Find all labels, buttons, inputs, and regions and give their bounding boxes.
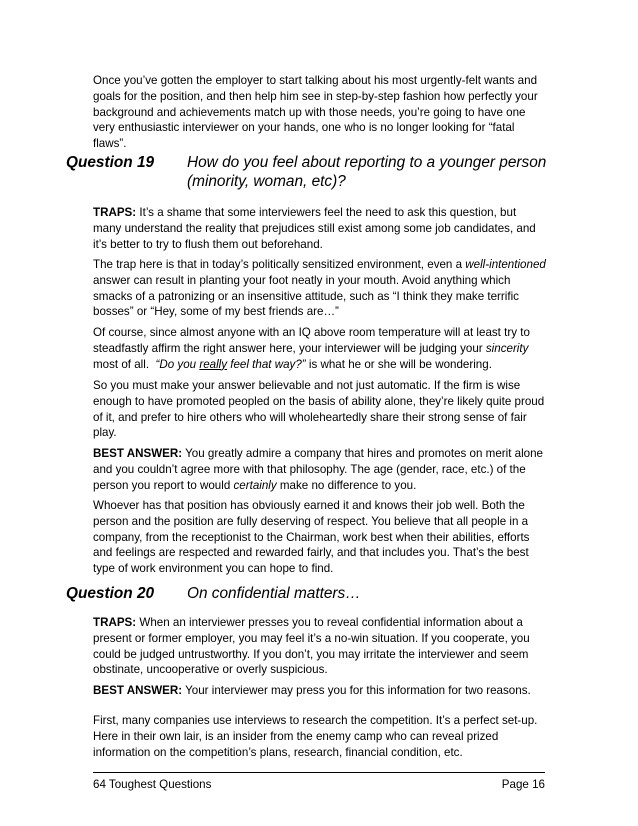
text-run: feel that way?” — [227, 357, 306, 371]
q20-first-paragraph — [93, 713, 545, 760]
q19-best-answer-paragraph — [93, 446, 545, 493]
text-run: is what he or she will be wondering. — [305, 357, 492, 371]
question-line: (minority, woman, etc)? — [187, 173, 346, 190]
text-line: answer can result in planting your foot neatly in your mouth. Avoid anything which — [93, 273, 511, 287]
text-line: company, from the receptionist to the Chairman, work best when their abilities, efforts — [93, 530, 530, 544]
text-line: Once you’ve gotten the employer to start talking about his most urgently-felt wants and — [93, 74, 538, 87]
text-line: flaws”. — [93, 137, 127, 151]
question-20-number: Question 20 — [66, 585, 155, 602]
text-line: First, many companies use interviews to research the competition. It’s a perfect set-up. — [93, 714, 538, 727]
text-run: Your interviewer may press you for this information for two reasons. — [182, 684, 531, 697]
traps-label: TRAPS: — [93, 206, 137, 219]
text-line: bosses” or “Hey, some of my best friends are…” — [93, 305, 339, 319]
text-line — [93, 683, 545, 699]
q19-so-paragraph — [93, 378, 545, 441]
text-run: “Do you — [155, 357, 200, 371]
text-line: Whoever has that position has obviously earned it and knows their job well. Both the — [93, 499, 525, 512]
text-line: of it, and prefer to hire others who will wholeheartedly share their strong sense of fair — [93, 410, 527, 424]
text-line — [93, 341, 545, 357]
q20-best-answer-paragraph — [93, 683, 545, 699]
text-run: It’s a shame that some interviewers feel the need to ask this question, but — [136, 206, 517, 219]
footer-divider — [93, 772, 545, 773]
text-line: and you couldn’t agree more with that philosophy. The age (gender, race, etc.) of the — [93, 462, 526, 476]
question-20-text: On confidential matters… — [187, 585, 361, 602]
text-line: type of work environment you can hope to find. — [93, 562, 334, 576]
text-line: goals for the position, and then help him see in step-by-step fashion how perfectly your — [93, 89, 538, 103]
text-run: person you report to would — [93, 478, 234, 492]
text-line: Of course, since almost anyone with an IQ above room temperature will at least try to — [93, 326, 530, 339]
emphasis — [156, 358, 306, 371]
q19-whoever-paragraph — [93, 498, 545, 577]
q19-traps-paragraph — [93, 205, 545, 252]
question-line: How do you feel about reporting to a younger person — [187, 154, 547, 171]
best-answer-label: BEST ANSWER: — [93, 447, 183, 460]
text-line: information on the competition’s plans, research, financial condition, etc. — [93, 745, 463, 759]
traps-label: TRAPS: — [93, 616, 137, 629]
text-run: When an interviewer presses you to reveal confidential information about a — [136, 616, 523, 629]
q20-traps-paragraph — [93, 615, 545, 678]
text-line: very enthusiastic interviewer on your hands, one who is no longer looking for “fatal — [93, 121, 515, 135]
text-line: So you must make your answer believable and not just automatic. If the firm is wise — [93, 379, 521, 392]
text-line — [93, 615, 545, 631]
text-line: person and the position are fully deserving of respect. You believe that all people in a — [93, 514, 529, 528]
text-run: You greatly admire a company that hires and promotes on merit alone — [182, 447, 544, 460]
text-run: steadfastly affirm the right answer here, your interviewer will be judging your — [93, 341, 486, 355]
text-line — [93, 478, 545, 494]
text-line: many understand the reality that prejudices still exist among some job candidates, and — [93, 221, 536, 235]
text-line: present or former employer, you may feel it’s a no-win situation. If you cooperate, you — [93, 631, 530, 645]
text-line: could be judged untrustworthy. If you don’t, you may irritate the interviewer and seem — [93, 647, 529, 661]
footer-title: 64 Toughest Questions — [93, 778, 212, 791]
text-line: play. — [93, 426, 117, 440]
emphasis: certainly — [233, 478, 277, 492]
text-line: smacks of a patronizing or an insensitive attitude, such as “I think they make terrific — [93, 289, 519, 303]
text-line: it’s better to try to flush them out beforehand. — [93, 237, 323, 251]
intro-paragraph — [93, 73, 545, 152]
text-line — [93, 446, 545, 462]
text-line: Here in their own lair, is an insider from the enemy camp who can reveal prized — [93, 729, 499, 743]
text-line: obstinate, uncooperative or overly suspicious. — [93, 663, 328, 677]
text-line: and feelings are respected and rewarded fairly, and that includes you. That’s the best — [93, 546, 529, 560]
text-line — [93, 257, 545, 273]
text-line — [93, 205, 545, 221]
text-run: most of all. — [93, 357, 156, 371]
underline: really — [199, 357, 228, 371]
text-line: background and achievements match up with those needs, you’re going to have one — [93, 105, 526, 119]
question-19-number: Question 19 — [66, 154, 155, 171]
page-number: Page 16 — [501, 778, 545, 791]
text-line — [93, 357, 545, 373]
text-run: make no difference to you. — [276, 478, 417, 492]
emphasis: sincerity — [485, 341, 529, 355]
emphasis: well-intentioned — [465, 258, 546, 271]
text-line: enough to have promoted peopled on the basis of ability alone, they’re likely quite proud — [93, 394, 545, 408]
q19-course-paragraph — [93, 325, 545, 372]
q19-trap-paragraph — [93, 257, 545, 320]
best-answer-label: BEST ANSWER: — [93, 684, 183, 697]
question-19-text — [187, 153, 546, 191]
text-run: The trap here is that in today’s politically sensitized environment, even a — [93, 258, 466, 271]
